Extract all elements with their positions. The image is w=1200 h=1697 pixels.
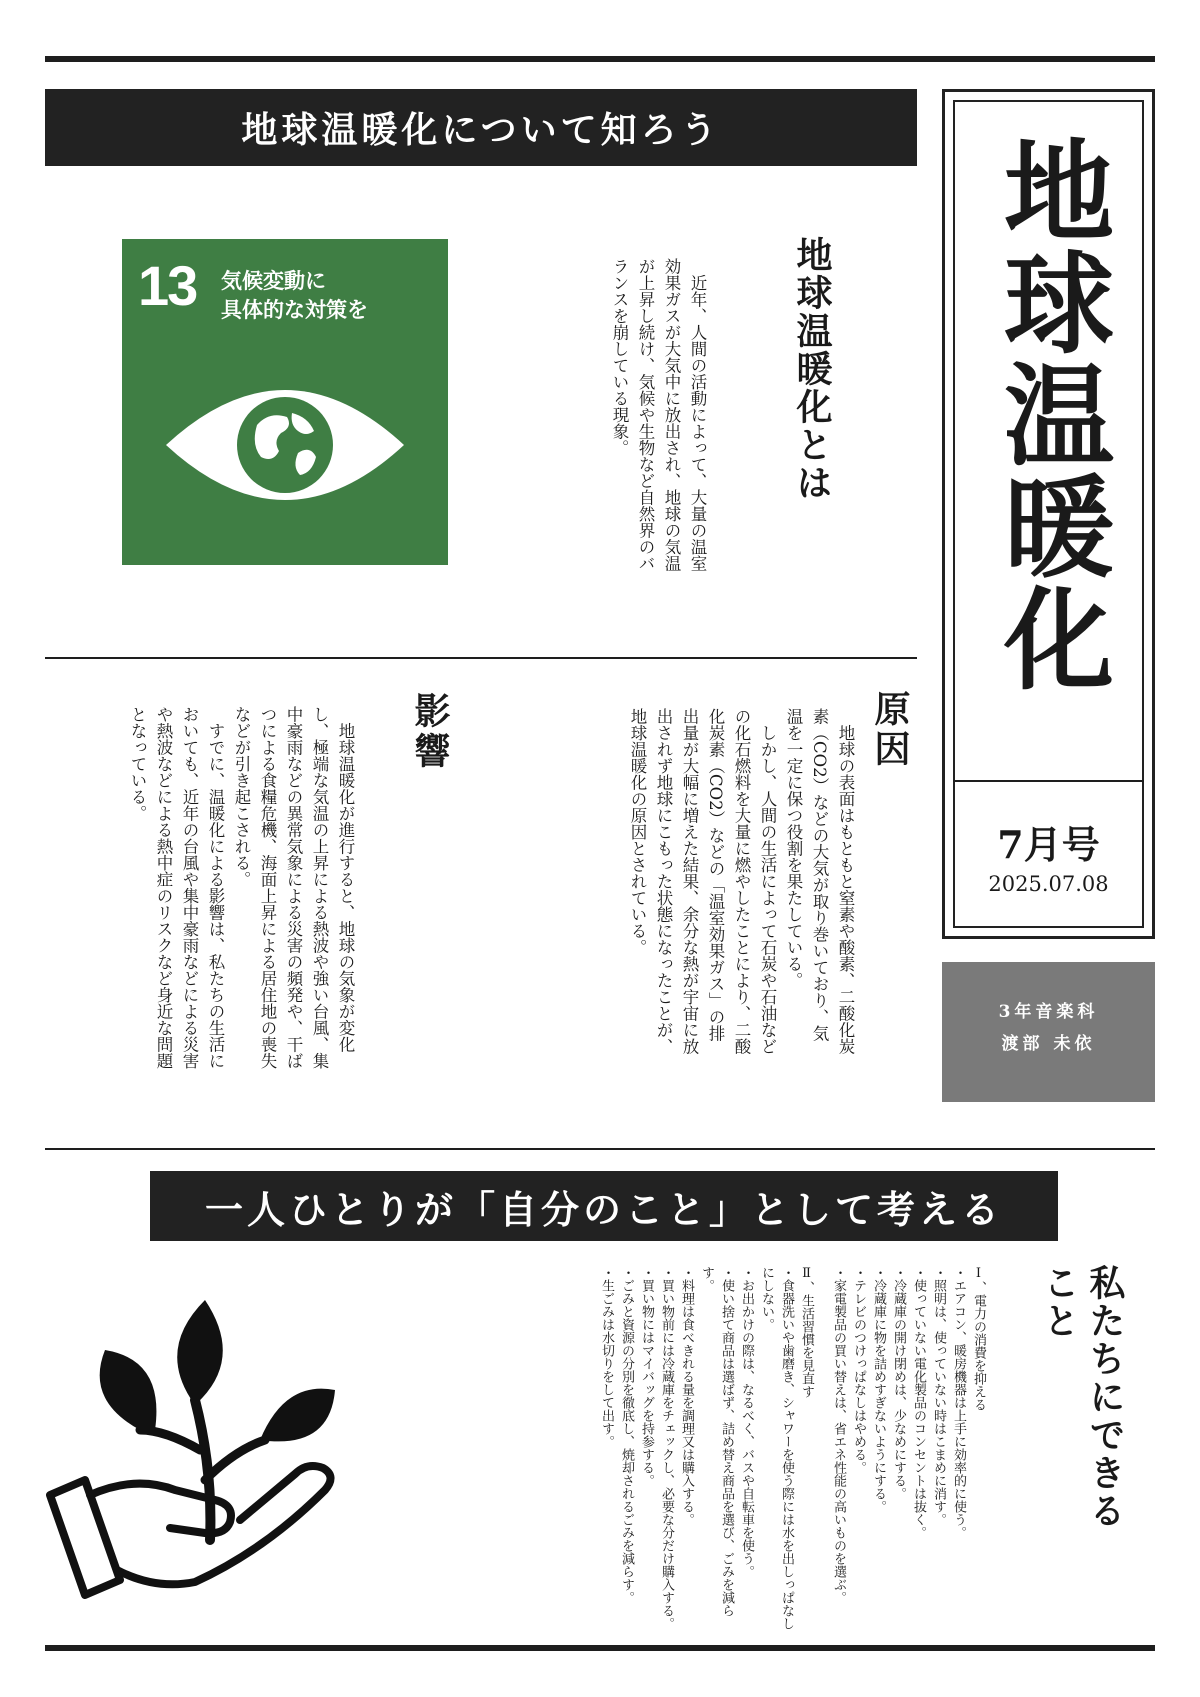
list1-item: ・使っていない電化製品のコンセントは抜く。 (911, 1266, 926, 1539)
masthead (942, 89, 1155, 939)
sdg13-logo (122, 239, 448, 565)
masthead-title: 地球温暖化 (986, 134, 1115, 694)
body-cause: 地球の表面はもともと窒素や酸素、二酸化炭素（CO2）などの大気が取り巻いており、気温を一定に保つ役割を果たしている。 しかし、人間の生活によって石炭や石油などの化石燃料を大量に燃やしたことにより、二酸化炭素（CO2）などの「温室効果ガス」の排出量が大幅に増えた結果、余分な熱が宇宙に放出されず地球にこもった状態になったことが、地球温暖化の原因とされている。 (628, 708, 855, 1055)
list2-item: ・食器洗いや歯磨き、シャワーを使う際には水を出しっぱなしにしない。 (759, 1266, 794, 1630)
list1-item: ・テレビのつけっぱなしはやめる。 (851, 1266, 866, 1474)
heading-what: 地球温暖化とは (791, 236, 833, 502)
list2-item: ・使い捨て商品は選ばず、詰め替え商品を選び、ごみを減らす。 (699, 1266, 734, 1617)
bottom-rule (45, 1645, 1155, 1651)
list2-item: ・買い物にはマイバッグを持参する。 (639, 1266, 654, 1487)
top-rule (45, 56, 1155, 62)
list2-item: ・生ごみは水切りをして出す。 (599, 1266, 614, 1448)
hand-sprout-icon (45, 1290, 345, 1620)
list1-item: ・冷蔵庫の開け閉めは、少なめにする。 (891, 1266, 906, 1500)
list1-item: ・冷蔵庫に物を詰めすぎないようにする。 (871, 1266, 886, 1513)
masthead-date: 2025.07.08 (988, 872, 1109, 896)
action-list (596, 1266, 988, 1636)
sdg13-line2: 具体的な対策を (221, 298, 368, 322)
divider-mid (45, 657, 917, 659)
body-effect: 地球温暖化が進行すると、地球の気象が変化し、極端な気温の上昇による熱波や強い台風、集中豪雨などの異常気象による災害の頻発や、干ばつによる食糧危機、海面上昇による居住地の喪失などが引き起こされる。 すでに、温暖化による影響は、私たちの生活においても、近年の台風や集中豪雨などによる災害や熱波などによる熱中症のリスクなど身近な問題となっている。 (128, 706, 355, 1069)
banner-bottom: 一人ひとりが「自分のこと」として考える (150, 1171, 1058, 1241)
heading-cause: 原因 (869, 690, 911, 770)
author-class: 3年音楽科 (998, 1002, 1099, 1022)
masthead-issue: 7月号 (997, 822, 1100, 867)
body-what: 近年、人間の活動によって、大量の温室効果ガスが大気中に放出され、地球の気温が上昇し続け、気候や生物など自然界のバランスを崩している現象。 (610, 258, 707, 572)
list2-item: ・買い物前には冷蔵庫をチェックし、必要な分だけ購入する。 (659, 1266, 674, 1630)
divider-lower (45, 1148, 1155, 1150)
list1-title: Ⅰ、電力の消費を抑える (971, 1266, 986, 1411)
list2-item: ・ごみと資源の分別を徹底し、焼却されるごみを減らす。 (619, 1266, 634, 1604)
banner-top: 地球温暖化について知ろう (45, 89, 917, 166)
list2-item: ・お出かけの際は、なるべく、バスや自転車を使う。 (739, 1266, 754, 1578)
heading-effect: 影響 (409, 692, 451, 772)
author-box (942, 962, 1155, 1102)
eye-globe-icon (162, 375, 408, 515)
list2-title: Ⅱ、生活習慣を見直す (799, 1266, 814, 1398)
masthead-divider (953, 780, 1144, 782)
list1-item: ・照明は、使っていない時はこまめに消す。 (931, 1266, 946, 1526)
author-name: 渡部 未依 (1001, 1034, 1096, 1054)
list1-item: ・エアコン、暖房機器は上手に効率的に使う。 (951, 1266, 966, 1539)
sdg13-line1: 気候変動に (221, 269, 326, 293)
heading-action: 私たちにできること (1038, 1264, 1126, 1530)
list2-item: ・料理は食べきれる量を調理又は購入する。 (679, 1266, 694, 1526)
sdg13-number: 13 (138, 254, 197, 317)
list1-item: ・家電製品の買い替えは、省エネ性能の高いものを選ぶ。 (831, 1266, 846, 1604)
